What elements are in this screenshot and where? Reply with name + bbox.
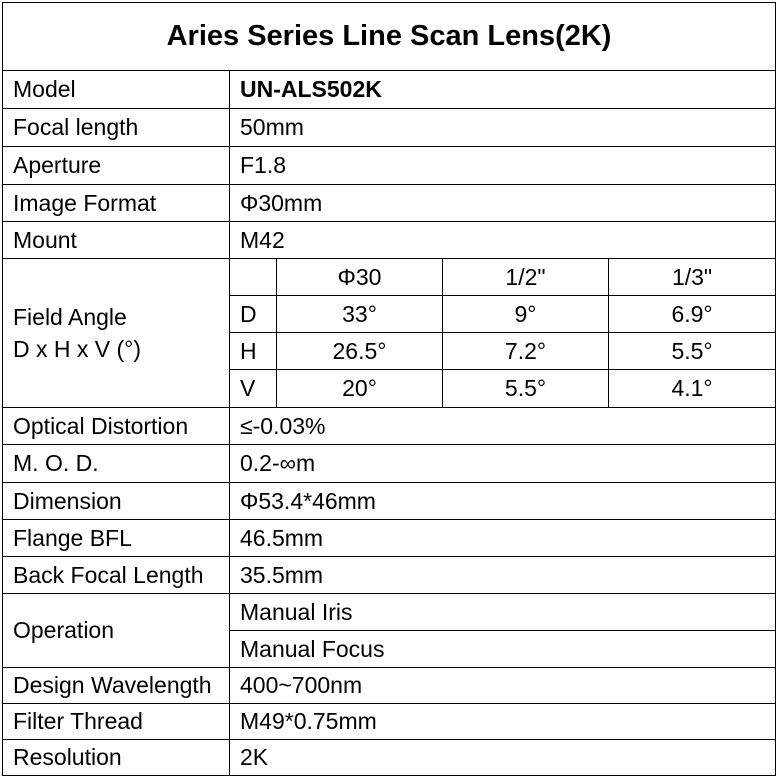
row-label: Mount: [3, 222, 230, 259]
field-angle-label-line1: Field Angle: [13, 303, 127, 330]
format-header: 1/3": [609, 259, 776, 296]
angle-value: 26.5°: [277, 333, 443, 370]
row-value: Manual Iris: [230, 594, 776, 631]
angle-value: 5.5°: [443, 370, 609, 408]
row-label: Dimension: [3, 483, 230, 520]
field-angle-label-line2: D x H x V (°): [13, 335, 142, 362]
row-label: Back Focal Length: [3, 557, 230, 594]
table-row: [3, 445, 776, 483]
table-row: [3, 740, 776, 776]
row-value: Manual Focus: [230, 631, 776, 668]
table-row: [3, 520, 776, 557]
row-label: Operation: [3, 594, 230, 668]
table-row: [3, 185, 776, 222]
row-value: 50mm: [230, 109, 776, 147]
table-row: [3, 704, 776, 740]
row-label: Filter Thread: [3, 704, 230, 740]
axis-label: D: [230, 296, 277, 333]
row-value: ≤-0.03%: [230, 408, 776, 445]
spec-table: [2, 2, 776, 776]
row-value: Φ30mm: [230, 185, 776, 222]
row-label: Resolution: [3, 740, 230, 776]
field-angle-label: [3, 259, 230, 408]
angle-value: 20°: [277, 370, 443, 408]
row-label: Flange BFL: [3, 520, 230, 557]
angle-value: 7.2°: [443, 333, 609, 370]
table-row: [3, 557, 776, 594]
table-row: [3, 222, 776, 259]
row-value: F1.8: [230, 147, 776, 185]
table-row: [3, 668, 776, 704]
angle-value: 5.5°: [609, 333, 776, 370]
angle-value: 6.9°: [609, 296, 776, 333]
row-label: Optical Distortion: [3, 408, 230, 445]
angle-value: 9°: [443, 296, 609, 333]
axis-label: V: [230, 370, 277, 408]
field-angle-corner-cell: [230, 259, 277, 296]
row-value: 400~700nm: [230, 668, 776, 704]
field-angle-header-row: [3, 259, 776, 296]
title-row: [3, 3, 776, 71]
row-value: 0.2-∞m: [230, 445, 776, 483]
table-row: [3, 483, 776, 520]
table-row: [3, 71, 776, 109]
row-label: M. O. D.: [3, 445, 230, 483]
table-title: Aries Series Line Scan Lens(2K): [3, 3, 776, 71]
row-value: M49*0.75mm: [230, 704, 776, 740]
row-value: 2K: [230, 740, 776, 776]
row-value: M42: [230, 222, 776, 259]
operation-row: [3, 594, 776, 631]
row-label: Aperture: [3, 147, 230, 185]
angle-value: 33°: [277, 296, 443, 333]
table-row: [3, 408, 776, 445]
model-value: UN-ALS502K: [230, 71, 776, 109]
table-row: [3, 109, 776, 147]
angle-value: 4.1°: [609, 370, 776, 408]
row-label: Model: [3, 71, 230, 109]
axis-label: H: [230, 333, 277, 370]
row-value: Φ53.4*46mm: [230, 483, 776, 520]
format-header: 1/2": [443, 259, 609, 296]
table-row: [3, 147, 776, 185]
row-value: 46.5mm: [230, 520, 776, 557]
row-label: Image Format: [3, 185, 230, 222]
row-value: 35.5mm: [230, 557, 776, 594]
row-label: Focal length: [3, 109, 230, 147]
row-label: Design Wavelength: [3, 668, 230, 704]
format-header: Φ30: [277, 259, 443, 296]
